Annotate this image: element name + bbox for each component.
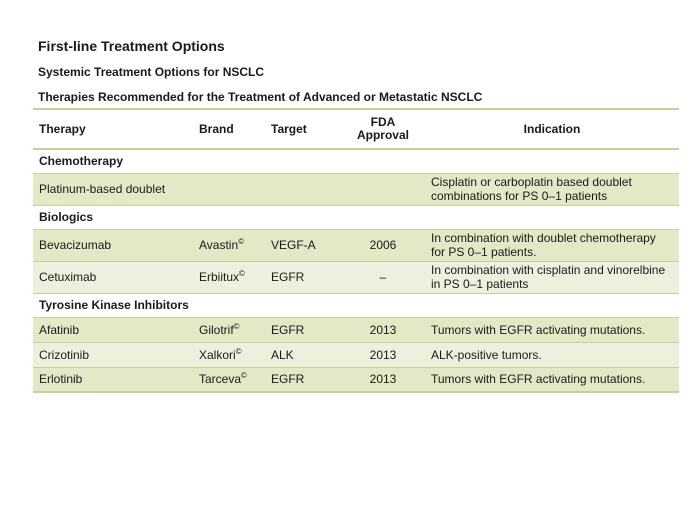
section-label: Biologics — [39, 210, 94, 224]
cell-therapy: Cetuximab — [39, 270, 97, 284]
cell-therapy: Afatinib — [39, 322, 80, 337]
table-header-row — [33, 109, 679, 149]
section-label: Tyrosine Kinase Inhibitors — [39, 298, 189, 312]
cell-target: ALK — [271, 347, 294, 362]
cell-target: EGFR — [271, 372, 305, 387]
cell-indication: Tumors with EGFR activating mutations. — [431, 322, 646, 337]
cell-brand — [193, 173, 265, 205]
section-row-chemotherapy — [33, 149, 679, 173]
page-subtitle: Systemic Treatment Options for NSCLC — [38, 65, 265, 79]
cell-target: EGFR — [271, 322, 305, 337]
page-title: First-line Treatment Options — [38, 38, 225, 54]
cell-target: VEGF-A — [271, 238, 316, 252]
table-row — [33, 367, 679, 392]
cell-brand: Tarceva© — [199, 371, 247, 387]
section-row-tki — [33, 293, 679, 317]
cell-fda: 2013 — [369, 372, 397, 387]
cell-fda: – — [379, 270, 387, 284]
cell-indication: In combination with cisplatin and vinorelbine in PS 0–1 patients — [431, 263, 666, 291]
table-row — [33, 317, 679, 342]
cell-brand: Erbiitux© — [199, 269, 245, 284]
table-body — [33, 149, 679, 392]
header-indication: Indication — [523, 121, 581, 136]
table-row — [33, 342, 679, 367]
table-row — [33, 229, 679, 261]
therapies-table — [33, 108, 679, 393]
header-brand: Brand — [199, 122, 234, 136]
header-therapy: Therapy — [39, 122, 86, 136]
cell-fda: 2013 — [369, 347, 397, 362]
section-row-biologics — [33, 205, 679, 229]
cell-therapy: Platinum-based doublet — [39, 182, 166, 196]
cell-brand: Xalkori© — [199, 346, 242, 362]
header-fda-line1: FDA — [370, 115, 396, 129]
table-caption: Therapies Recommended for the Treatment of Advanced or Metastatic NSCLC — [38, 90, 483, 104]
header-target: Target — [271, 122, 307, 136]
cell-fda: 2006 — [369, 238, 397, 252]
cell-therapy: Crizotinib — [39, 347, 90, 362]
header-fda-approval — [341, 109, 425, 149]
cell-therapy: Erlotinib — [39, 372, 83, 387]
cell-indication: Tumors with EGFR activating mutations. — [431, 372, 646, 387]
cell-fda — [341, 173, 425, 205]
cell-target: EGFR — [271, 270, 305, 284]
cell-indication: Cisplatin or carboplatin based doublet combinations for PS 0–1 patients — [431, 175, 632, 203]
section-label: Chemotherapy — [39, 154, 124, 169]
cell-brand: Gilotrif© — [199, 321, 240, 337]
cell-brand: Avastin© — [199, 237, 245, 252]
cell-indication: ALK-positive tumors. — [431, 347, 542, 362]
header-fda-line2: Approval — [356, 128, 409, 142]
cell-fda: 2013 — [369, 322, 397, 337]
table-row — [33, 261, 679, 293]
cell-target — [265, 173, 341, 205]
cell-therapy: Bevacizumab — [39, 238, 112, 252]
table-row — [33, 173, 679, 205]
cell-indication: In combination with doublet chemotherapy for PS 0–1 patients. — [431, 231, 656, 259]
